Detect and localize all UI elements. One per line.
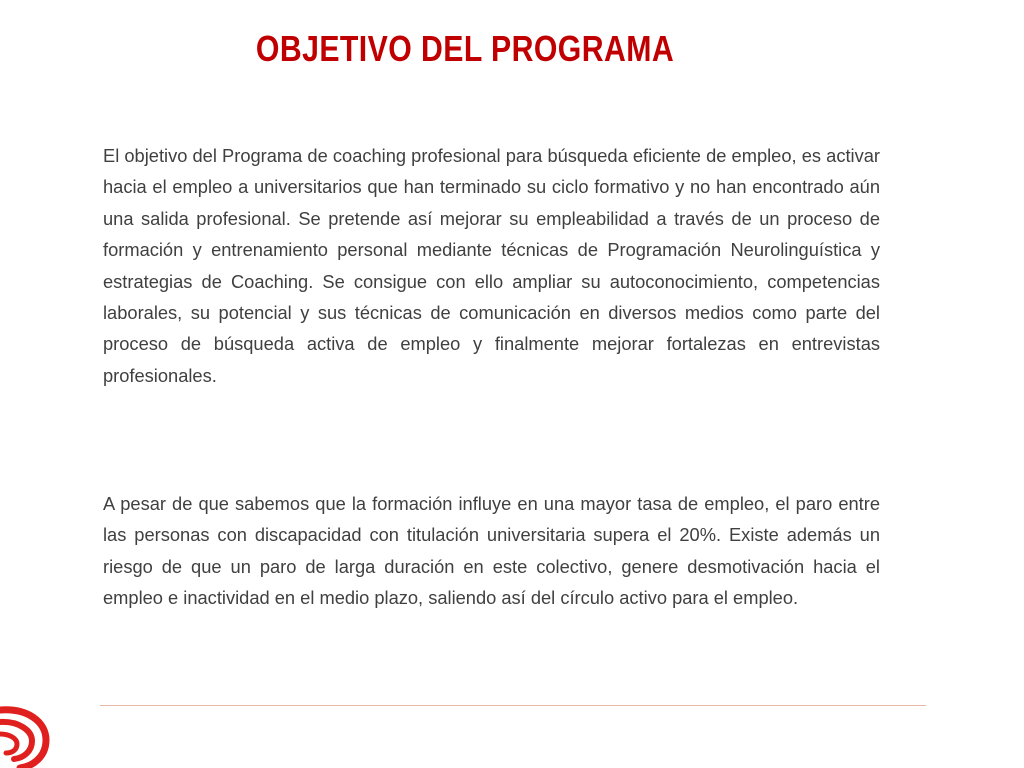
logo-inner-arc <box>0 734 17 753</box>
brand-logo-icon <box>0 698 52 768</box>
paragraph-objective: El objetivo del Programa de coaching profesional para búsqueda eficiente de empleo, es activar hacia el empleo a universitarios que han terminado su ciclo formativo y no han encontrado aún una salida profesional. Se pretende así mejorar su empleabilidad a través de un proceso de formación y entrenamiento personal mediante técnicas de Programación Neurolinguística y estrategias de Coaching. Se consigue con ello ampliar su autoconocimiento, competencias laborales, su potencial y sus técnicas de comunicación en diversos medios como parte del proceso de búsqueda activa de empleo y finalmente mejorar fortalezas en entrevistas profesionales. <box>103 145 880 386</box>
paragraph-context: A pesar de que sabemos que la formación influye en una mayor tasa de empleo, el paro entre las personas con discapacidad con titulación universitaria supera el 20%. Existe además un riesgo de que un paro de larga duración en este colectivo, genere desmotivación hacia el empleo e inactividad en el medio plazo, saliendo así del círculo activo para el empleo. <box>103 493 880 609</box>
footer-divider <box>100 705 926 706</box>
slide-title: OBJETIVO DEL PROGRAMA <box>255 28 675 69</box>
